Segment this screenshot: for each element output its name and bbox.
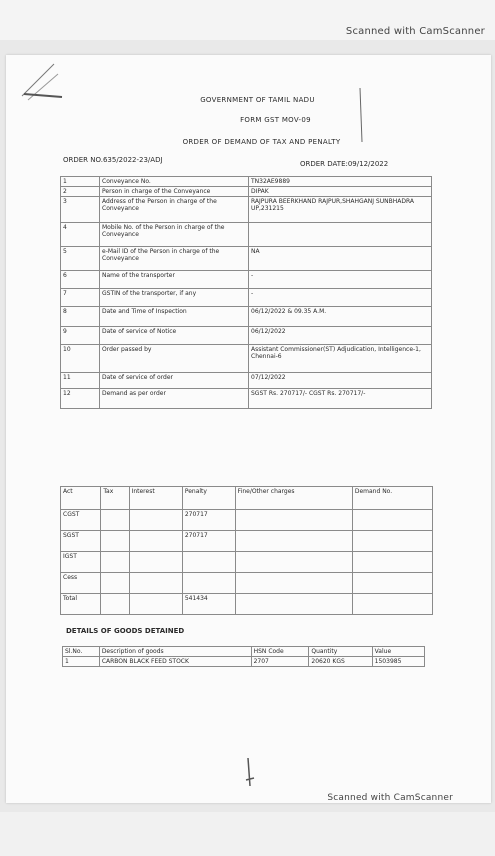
row-number: 12 [61,389,100,409]
row-number: 1 [61,177,100,187]
row-number: 11 [61,373,100,389]
tax-cell: CGST [61,510,101,531]
form-name: FORM GST MOV-09 [240,116,311,124]
tax-cell: 541434 [182,594,235,615]
row-label: Name of the transporter [100,271,249,289]
tax-cell [352,594,432,615]
scanner-watermark: Scanned with CamScanner [345,26,485,37]
tax-column-header: Demand No. [352,487,432,510]
tax-column-header: Fine/Other charges [235,487,352,510]
row-label: Address of the Person in charge of the Conveyance [100,197,249,223]
row-number: 8 [61,307,100,327]
info-row [61,345,432,373]
tax-cell [101,573,129,594]
row-value: TN32AE9889 [249,177,432,187]
row-value: DIPAK [249,187,432,197]
row-label: Date of service of order [100,373,249,389]
tax-row [61,531,433,552]
info-row [61,177,432,187]
tax-cell [129,573,182,594]
goods-cell: CARBON BLACK FEED STOCK [99,657,251,667]
row-label: Mobile No. of the Person in charge of the Conveyance [100,223,249,247]
tax-cell [235,531,352,552]
row-label: e-Mail ID of the Person in charge of the Conveyance [100,247,249,271]
document-page [6,55,491,803]
row-value: - [249,271,432,289]
tax-row [61,573,433,594]
info-row [61,197,432,223]
row-number: 7 [61,289,100,307]
tax-cell: Cess [61,573,101,594]
info-row [61,389,432,409]
goods-cell: 20620 KGS [309,657,372,667]
tax-cell: IGST [61,552,101,573]
row-value: 06/12/2022 [249,327,432,345]
tax-column-header: Interest [129,487,182,510]
tax-cell: 270717 [182,531,235,552]
row-value: 07/12/2022 [249,373,432,389]
tax-cell [182,552,235,573]
tax-cell: 270717 [182,510,235,531]
tax-cell [235,510,352,531]
order-number: ORDER NO.635/2022-23/ADJ [63,156,163,164]
goods-detained-table [62,646,425,667]
row-label: Demand as per order [100,389,249,409]
row-number: 9 [61,327,100,345]
row-label: Person in charge of the Conveyance [100,187,249,197]
order-date: ORDER DATE:09/12/2022 [300,160,389,168]
government-heading: GOVERNMENT OF TAMIL NADU [200,96,315,104]
tax-column-header: Tax [101,487,129,510]
row-value: SGST Rs. 270717/- CGST Rs. 270717/- [249,389,432,409]
info-row [61,247,432,271]
row-number: 5 [61,247,100,271]
tax-cell [101,531,129,552]
tax-row [61,552,433,573]
goods-cell: 1 [63,657,100,667]
row-value: 06/12/2022 & 09.35 A.M. [249,307,432,327]
row-label: Date of service of Notice [100,327,249,345]
row-number: 6 [61,271,100,289]
info-row [61,307,432,327]
goods-column-header: Description of goods [99,647,251,657]
tax-column-header: Act [61,487,101,510]
info-row [61,373,432,389]
signature-mark-icon [240,756,260,792]
goods-section-title: DETAILS OF GOODS DETAINED [66,627,185,635]
tax-cell [182,573,235,594]
tax-cell: Total [61,594,101,615]
tax-cell [101,510,129,531]
tax-cell [352,531,432,552]
tax-cell [129,594,182,615]
row-number: 3 [61,197,100,223]
info-row [61,271,432,289]
row-value: RAJPURA BEERKHAND RAJPUR,SHAHGANJ SUNBHADRA UP,231215 [249,197,432,223]
row-label: Date and Time of Inspection [100,307,249,327]
tax-cell [352,552,432,573]
goods-cell: 1503985 [372,657,424,667]
row-number: 10 [61,345,100,373]
goods-column-header: Quantity [309,647,372,657]
goods-cell: 2707 [251,657,309,667]
goods-row [63,657,425,667]
goods-column-header: Sl.No. [63,647,100,657]
goods-column-header: HSN Code [251,647,309,657]
tax-cell [129,552,182,573]
tax-row [61,594,433,615]
scanner-watermark-bottom: Scanned with CamScanner [327,793,453,803]
tax-cell [235,552,352,573]
info-row [61,223,432,247]
tax-cell [101,552,129,573]
info-row [61,327,432,345]
tax-cell [129,531,182,552]
tax-column-header: Penalty [182,487,235,510]
tax-row [61,510,433,531]
tax-cell [352,573,432,594]
info-row [61,187,432,197]
tax-cell [129,510,182,531]
info-row [61,289,432,307]
order-title: ORDER OF DEMAND OF TAX AND PENALTY [182,138,341,146]
row-label: Conveyance No. [100,177,249,187]
row-value: NA [249,247,432,271]
tax-cell: SGST [61,531,101,552]
tax-cell [352,510,432,531]
conveyance-details-table [60,176,432,409]
row-label: GSTIN of the transporter, if any [100,289,249,307]
row-label: Order passed by [100,345,249,373]
tax-cell [235,594,352,615]
tax-cell [101,594,129,615]
next-page-edge [0,812,495,856]
row-value [249,223,432,247]
goods-column-header: Value [372,647,424,657]
row-value: Assistant Commissioner(ST) Adjudication, Intelligence-1, Chennai-6 [249,345,432,373]
row-number: 4 [61,223,100,247]
tax-cell [235,573,352,594]
row-value: - [249,289,432,307]
tax-penalty-table [60,486,433,615]
row-number: 2 [61,187,100,197]
